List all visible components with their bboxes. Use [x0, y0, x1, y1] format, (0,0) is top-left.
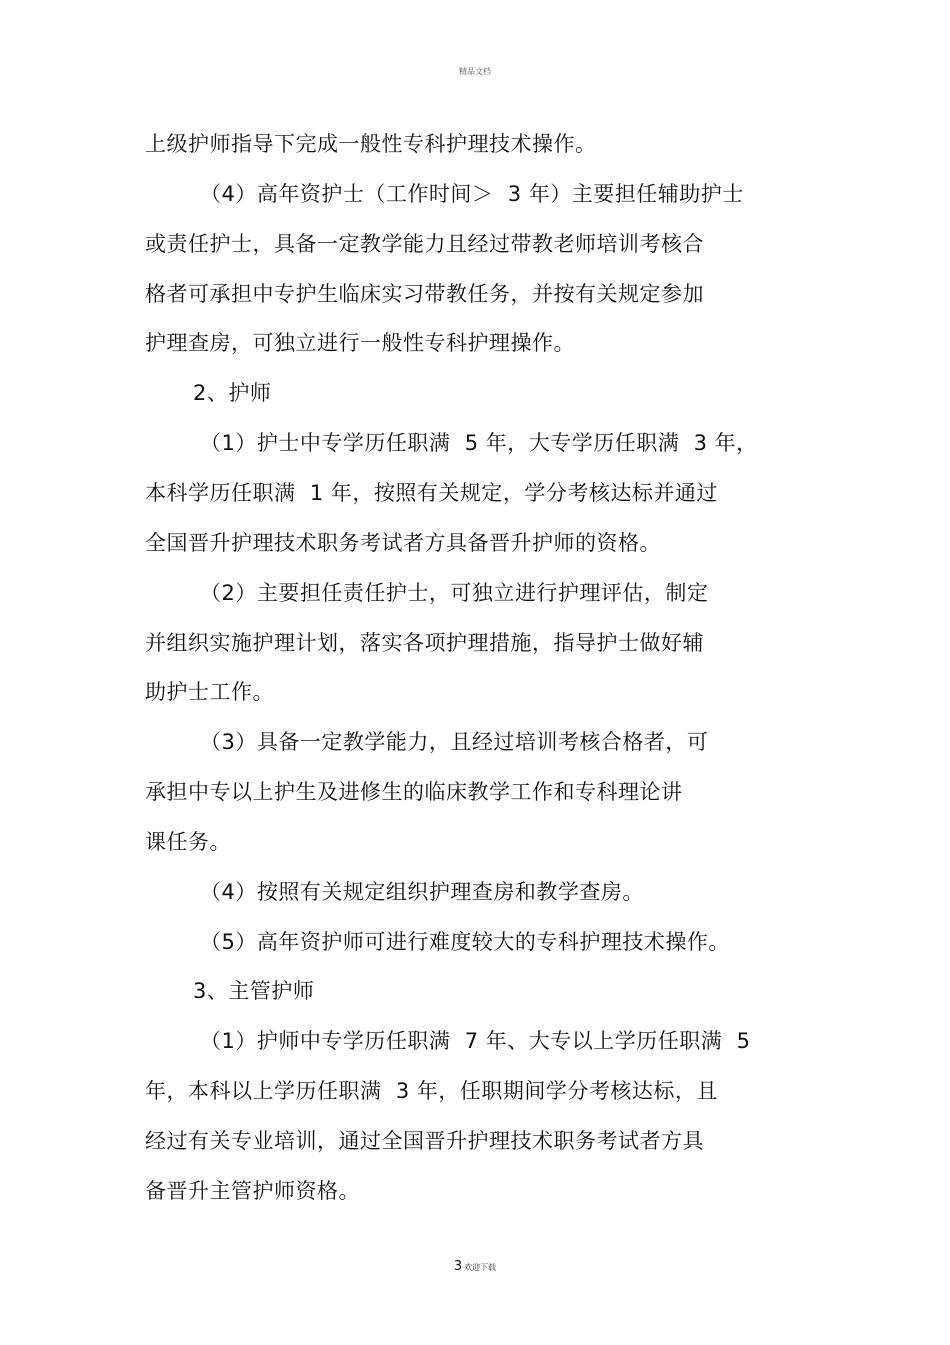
body-line: 或责任护士，具备一定教学能力且经过带教老师培训考核合 — [145, 232, 704, 256]
body-line: 经过有关专业培训，通过全国晋升护理技术职务考试者方具 — [145, 1129, 704, 1153]
body-line: （4）高年资护士（工作时间＞ 3 年）主要担任辅助护士 — [200, 182, 744, 206]
body-line: （4）按照有关规定组织护理查房和教学查房。 — [200, 880, 644, 904]
body-line: 承担中专以上护生及进修生的临床教学工作和专科理论讲 — [145, 780, 683, 804]
body-line: 本科学历任职满 1 年，按照有关规定，学分考核达标并通过 — [145, 481, 718, 505]
page-footer — [0, 1259, 950, 1274]
section-heading: 2、护师 — [193, 381, 272, 405]
page-header: 精品文档 — [459, 67, 491, 76]
body-line: 并组织实施护理计划，落实各项护理措施，指导护士做好辅 — [145, 631, 704, 655]
footer-text: 欢迎下载 — [464, 1263, 497, 1272]
section-heading: 3、主管护师 — [193, 979, 315, 1003]
body-line: 全国晋升护理技术职务考试者方具备晋升护师的资格。 — [145, 531, 661, 555]
page-number: 3 — [453, 1259, 463, 1274]
body-line: （2）主要担任责任护士，可独立进行护理评估，制定 — [200, 581, 709, 605]
body-line: 年，本科以上学历任职满 3 年，任职期间学分考核达标，且 — [145, 1079, 718, 1103]
body-line: （1）护士中专学历任职满 5 年，大专学历任职满 3 年， — [200, 431, 758, 455]
body-line: 格者可承担中专护生临床实习带教任务，并按有关规定参加 — [145, 282, 704, 306]
body-line: （5）高年资护师可进行难度较大的专科护理技术操作。 — [200, 930, 730, 954]
body-line: 备晋升主管护师资格。 — [145, 1179, 360, 1203]
body-line: 护理查房，可独立进行一般性专科护理操作。 — [145, 331, 575, 355]
body-line: 课任务。 — [145, 830, 231, 854]
body-line: （3）具备一定教学能力，且经过培训考核合格者，可 — [200, 730, 709, 754]
body-line: （1）护师中专学历任职满 7 年、大专以上学历任职满 5 — [200, 1029, 751, 1053]
body-line: 上级护师指导下完成一般性专科护理技术操作。 — [145, 132, 597, 156]
body-line: 助护士工作。 — [145, 680, 274, 704]
